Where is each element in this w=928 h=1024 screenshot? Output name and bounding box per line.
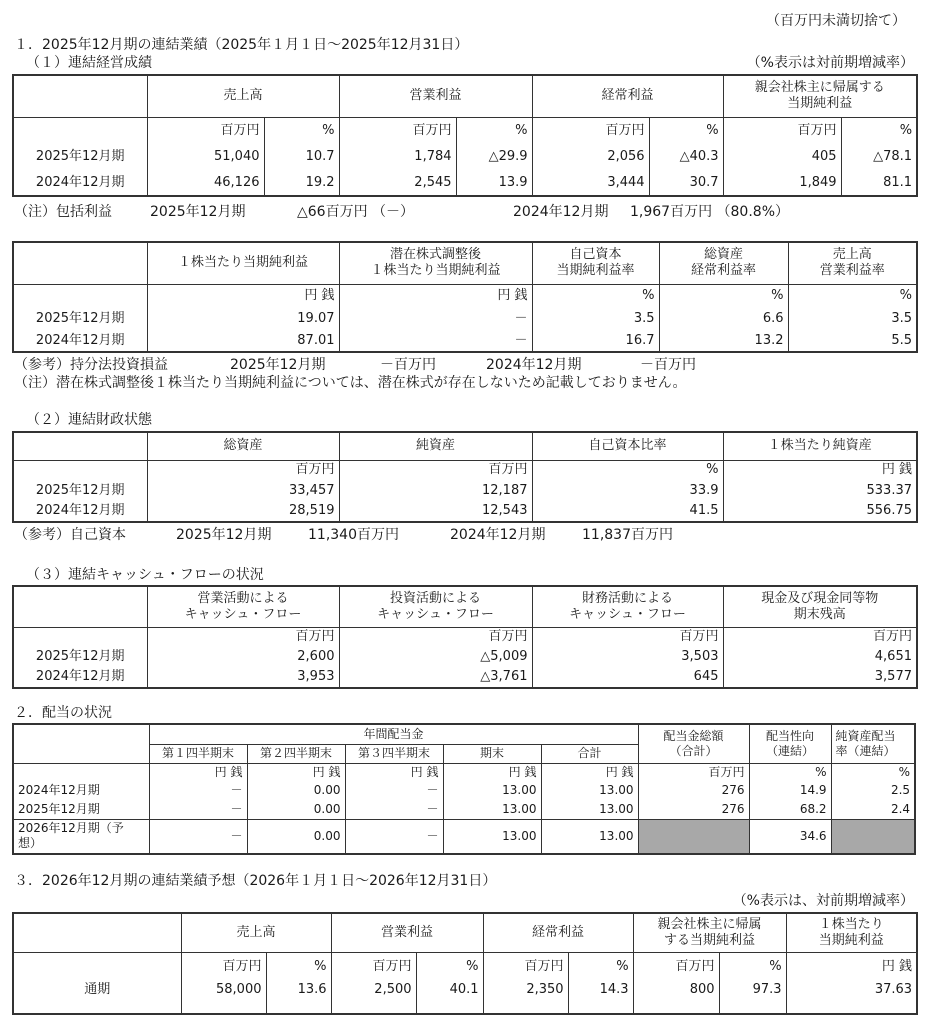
- unit: %: [532, 284, 659, 308]
- table-row: 2024年12月期 46,126 19.2 2,545 13.9 3,444 30.7 1,849 81.1: [13, 170, 917, 196]
- table-row: 2024年12月期 3,953 △3,761 645 3,577: [13, 667, 917, 688]
- period: 2025年12月期: [13, 800, 149, 819]
- header-equity-ratio: 自己資本比率: [532, 432, 723, 460]
- pct-note: （%表示は対前期増減率）: [746, 55, 914, 71]
- equity-note-v1: 11,340百万円: [308, 527, 399, 543]
- header-ordinary-income: 経常利益: [532, 75, 723, 117]
- equity-method-note-v1: －百万円: [380, 357, 436, 373]
- unit: 百万円: [147, 117, 264, 144]
- unit: 百万円: [147, 460, 339, 480]
- header-operating-cf: 営業活動による キャッシュ・フロー: [147, 586, 339, 627]
- header-bps: １株当たり純資産: [723, 432, 917, 460]
- equity-note-v2: 11,837百万円: [582, 527, 673, 543]
- table-row: 2025年12月期 2,600 △5,009 3,503 4,651: [13, 646, 917, 667]
- forecast-pct-note: （%表示は、対前期増減率）: [732, 893, 914, 909]
- unit: 円 銭: [786, 952, 917, 982]
- equity-method-note-p1: 2025年12月期: [230, 357, 326, 373]
- unit: 百万円: [638, 763, 749, 781]
- period: 通期: [13, 982, 181, 1014]
- corner-cell: [13, 913, 181, 952]
- forecast-table: [12, 912, 918, 1015]
- table-row: 通期 58,000 13.6 2,500 40.1 2,350 14.3 800 97.3 37.63: [13, 982, 917, 1014]
- header-investing-cf: 投資活動による キャッシュ・フロー: [339, 586, 532, 627]
- header-q1: 第１四半期末: [149, 744, 247, 763]
- shaded-cell: [831, 819, 915, 854]
- period: 2024年12月期: [13, 667, 147, 688]
- unit: %: [568, 952, 633, 982]
- header-roa: 総資産 経常利益率: [659, 242, 788, 284]
- header-net-income-l2: 当期純利益: [787, 96, 853, 112]
- header-sales: 売上高: [181, 913, 331, 952]
- corner-cell: [13, 432, 147, 460]
- period: 2024年12月期: [13, 170, 147, 196]
- unit: %: [532, 460, 723, 480]
- comprehensive-note-p2: 2024年12月期: [513, 204, 609, 220]
- corner-cell: [13, 242, 147, 284]
- cash-flow-table: [12, 585, 918, 689]
- unit: %: [659, 284, 788, 308]
- unit: 円 銭: [247, 763, 345, 781]
- table-row: 2025年12月期 19.07 － 3.5 6.6 3.5: [13, 308, 917, 330]
- unit: 百万円: [339, 460, 532, 480]
- unit: 百万円: [532, 627, 723, 646]
- unit: 百万円: [532, 117, 649, 144]
- unit: 円 銭: [723, 460, 917, 480]
- sub1-title: （１）連結経営成績: [26, 55, 152, 71]
- header-doe: 純資産配当 率（連結）: [831, 724, 915, 763]
- header-net-income: 親会社株主に帰属 する当期純利益: [633, 913, 786, 952]
- period: 2024年12月期: [13, 330, 147, 352]
- equity-method-note-p2: 2024年12月期: [486, 357, 582, 373]
- unit: 百万円: [633, 952, 719, 982]
- table-row: 2024年12月期 28,519 12,543 41.5 556.75: [13, 501, 917, 522]
- unit: %: [264, 117, 339, 144]
- unit: %: [841, 117, 917, 144]
- unit-note: （百万円未満切捨て）: [766, 13, 906, 29]
- table-row: 2024年12月期 － 0.00 － 13.00 13.00 276 14.9 2.5: [13, 781, 915, 800]
- period: 2025年12月期: [13, 646, 147, 667]
- unit: 百万円: [723, 627, 917, 646]
- header-total-assets: 総資産: [147, 432, 339, 460]
- unit: %: [266, 952, 331, 982]
- header-sales: 売上高: [147, 75, 339, 117]
- header-op-margin: 売上高 営業利益率: [788, 242, 917, 284]
- section3-title: ３．2026年12月期の連結業績予想（2026年１月１日～2026年12月31日）: [14, 873, 497, 889]
- header-q3: 第３四半期末: [345, 744, 443, 763]
- equity-note-p1: 2025年12月期: [176, 527, 272, 543]
- comprehensive-note-label: （注）包括利益: [14, 204, 112, 220]
- dividends-table: [12, 723, 916, 855]
- header-q2: 第２四半期末: [247, 744, 345, 763]
- comprehensive-note-v2: 1,967百万円 （80.8%）: [630, 204, 790, 220]
- table-row: 2025年12月期 33,457 12,187 33.9 533.37: [13, 480, 917, 501]
- unit: 百万円: [723, 117, 841, 144]
- unit: %: [416, 952, 483, 982]
- header-total: 合計: [541, 744, 638, 763]
- header-net-assets: 純資産: [339, 432, 532, 460]
- header-operating-income: 営業利益: [331, 913, 483, 952]
- sub3-title: （３）連結キャッシュ・フローの状況: [26, 567, 264, 583]
- header-year-end: 期末: [443, 744, 541, 763]
- section2-title: ２．配当の状況: [14, 705, 112, 721]
- comprehensive-note-p1: 2025年12月期: [150, 204, 246, 220]
- unit: 百万円: [483, 952, 568, 982]
- corner-cell: [13, 586, 147, 627]
- header-ordinary-income: 経常利益: [483, 913, 633, 952]
- equity-note-label: （参考）自己資本: [14, 527, 126, 543]
- comprehensive-note-v1: △66百万円 （－）: [297, 204, 415, 220]
- unit: %: [749, 763, 831, 781]
- unit: %: [831, 763, 915, 781]
- header-roe: 自己資本 当期純利益率: [532, 242, 659, 284]
- equity-method-note-v2: －百万円: [640, 357, 696, 373]
- unit: 百万円: [339, 627, 532, 646]
- header-net-income-l1: 親会社株主に帰属する: [754, 80, 885, 95]
- period: 2026年12月期（予 想）: [13, 819, 149, 854]
- header-cash-end: 現金及び現金同等物 期末残高: [723, 586, 917, 627]
- corner-cell: [13, 724, 149, 763]
- header-net-income: [723, 75, 917, 117]
- equity-method-note-label: （参考）持分法投資損益: [14, 357, 168, 373]
- unit: 円 銭: [541, 763, 638, 781]
- unit: %: [719, 952, 786, 982]
- equity-note-p2: 2024年12月期: [450, 527, 546, 543]
- results-table: [12, 74, 918, 197]
- table-row: 2025年12月期 － 0.00 － 13.00 13.00 276 68.2 2.4: [13, 800, 915, 819]
- header-diluted-eps: 潜在株式調整後 １株当たり当期純利益: [339, 242, 532, 284]
- period: 2024年12月期: [13, 781, 149, 800]
- table-row: 2025年12月期 51,040 10.7 1,784 △29.9 2,056 △40.3 405 △78.1: [13, 144, 917, 170]
- per-share-table: [12, 241, 918, 353]
- diluted-note: （注）潜在株式調整後１株当たり当期純利益については、潜在株式が存在しないため記載しておりません。: [14, 375, 687, 391]
- shaded-cell: [638, 819, 749, 854]
- header-financing-cf: 財務活動による キャッシュ・フロー: [532, 586, 723, 627]
- unit: 百万円: [331, 952, 416, 982]
- unit: %: [649, 117, 723, 144]
- header-annual-dividend: 年間配当金: [149, 724, 638, 744]
- sub2-title: （２）連結財政状態: [26, 412, 152, 428]
- table-row-forecast: 2026年12月期（予 想） － 0.00 － 13.00 13.00 34.6: [13, 819, 915, 854]
- unit: 円 銭: [149, 763, 247, 781]
- unit: 百万円: [339, 117, 456, 144]
- unit: 円 銭: [345, 763, 443, 781]
- table-row: 2024年12月期 87.01 － 16.7 13.2 5.5: [13, 330, 917, 352]
- header-operating-income: 営業利益: [339, 75, 532, 117]
- financial-position-table: [12, 431, 918, 523]
- corner-cell: [13, 75, 147, 117]
- unit: 百万円: [147, 627, 339, 646]
- unit: 百万円: [181, 952, 266, 982]
- unit: 円 銭: [147, 284, 339, 308]
- period: 2024年12月期: [13, 501, 147, 522]
- header-eps: １株当たり当期純利益: [147, 242, 339, 284]
- header-total-dividend: 配当金総額 （合計）: [638, 724, 749, 763]
- period: 2025年12月期: [13, 308, 147, 330]
- header-payout-ratio: 配当性向 （連結）: [749, 724, 831, 763]
- unit: 円 銭: [339, 284, 532, 308]
- unit: %: [456, 117, 532, 144]
- period: 2025年12月期: [13, 144, 147, 170]
- section1-title: １．2025年12月期の連結業績（2025年１月１日～2025年12月31日）: [14, 37, 469, 53]
- unit: 円 銭: [443, 763, 541, 781]
- unit: %: [788, 284, 917, 308]
- header-eps: １株当たり 当期純利益: [786, 913, 917, 952]
- period: 2025年12月期: [13, 480, 147, 501]
